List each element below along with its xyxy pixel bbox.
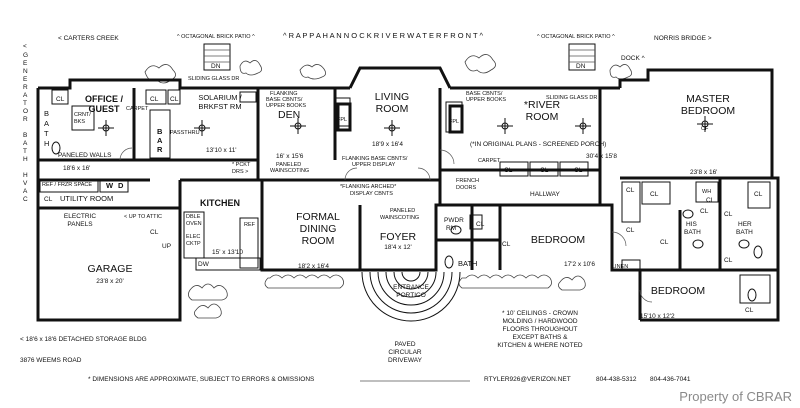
svg-text:B: B — [157, 127, 163, 136]
svg-text:H: H — [44, 139, 50, 148]
svg-text:E: E — [23, 76, 28, 83]
her-bath-label: HER BATH — [736, 221, 753, 236]
ceiling-fan-label: CF — [701, 126, 709, 132]
carpet-river-label: CARPET — [478, 158, 501, 164]
bath-left-label — [44, 109, 49, 148]
kitchen-label: KITCHEN — [200, 198, 240, 208]
french-doors-label: FRENCH DOORS — [456, 178, 479, 191]
garage-label: GARAGE — [87, 263, 133, 275]
dn-left-label: DN — [211, 63, 221, 70]
closet-label: CL — [574, 167, 583, 174]
svg-text:N: N — [23, 68, 28, 75]
solarium-size: 13'10 x 11' — [206, 147, 237, 154]
den-label: DEN — [278, 109, 301, 121]
svg-text:B: B — [44, 109, 50, 118]
closet-label: CL — [150, 229, 159, 236]
watermark: Property of CBRAR — [679, 389, 792, 404]
svg-text:C: C — [23, 196, 28, 203]
dining-size: 18'2 x 16'4 — [298, 263, 330, 270]
closet-label: CL — [626, 187, 635, 194]
bar-label — [157, 127, 163, 154]
bath-label: BATH — [458, 259, 478, 268]
powder-room-label: PWDR RM — [444, 217, 464, 232]
closet-label: CL — [540, 167, 549, 174]
address-label: 3876 WEEMS ROAD — [20, 357, 82, 364]
double-oven-label: DBLE OVEN — [186, 214, 202, 227]
den-flanking-label: FLANKING BASE CBNTS/ UPPER BOOKS — [266, 91, 307, 109]
electric-panels-label: ELECTRIC PANELS — [63, 213, 97, 228]
closet-label: CL — [724, 257, 733, 264]
elec-cooktop-label: ELEC CKTP — [186, 234, 201, 247]
bedroom-two-label: BEDROOM — [650, 285, 706, 297]
office-size: 18'6 x 16' — [63, 165, 91, 172]
paneled-wainscoting-label: PANELED WAINSCOTING — [270, 162, 310, 174]
hallway-label: HALLWAY — [530, 191, 560, 198]
closet-label: CL — [724, 211, 733, 218]
living-room-label: LIVING ROOM — [374, 91, 410, 115]
waterfront-label: ^ R A P P A H A N N O C K R I V E R W A T E R F R O N T ^ — [283, 31, 484, 40]
closet-label: CL — [504, 167, 513, 174]
side-label — [23, 43, 28, 203]
office-guest-label: OFFICE / GUEST — [85, 94, 123, 114]
carpet-office-label: CARPET — [126, 106, 149, 112]
ceilings-note: * 10' CEILINGS - CROWN MOLDING / HARDWOOD FLOORS THROUGHOUT EXCEPT BATHS & KITCHEN & WHERE NOTED — [497, 310, 583, 349]
svg-text:A: A — [157, 136, 163, 145]
norris-bridge-label: NORRIS BRIDGE > — [654, 35, 712, 42]
dn-right-label: DN — [576, 63, 586, 70]
closet-label: CL — [502, 241, 511, 248]
svg-text:R: R — [23, 84, 28, 91]
closet-label: CL — [706, 197, 715, 204]
river-room-label: *RIVER ROOM — [523, 99, 561, 123]
foyer-size: 18'4 x 12' — [384, 244, 412, 251]
garage-size: 23'8 x 20' — [96, 278, 124, 285]
river-note: (*IN ORIGINAL PLANS - SCREENED PORCH) — [470, 141, 607, 148]
crnt-bks-label: CRNT/ BKS — [74, 112, 91, 125]
foyer-label: FOYER — [379, 231, 417, 243]
pocket-doors-label: * PCKT DRS > — [232, 162, 251, 175]
passthru-label: PASSTHRU — [170, 130, 200, 136]
formal-dining-label: FORMAL DINING ROOM — [296, 211, 340, 247]
fireplace-label: FPL — [337, 117, 348, 123]
patio-left-label: ^ OCTAGONAL BRICK PATIO ^ — [177, 34, 255, 40]
closet-label: CL — [660, 239, 669, 246]
dock-label: DOCK ^ — [621, 55, 645, 62]
closet-label: CL — [650, 191, 659, 198]
svg-text:A: A — [23, 188, 28, 195]
ref-frzr-label: REF / FRZR SPACE — [42, 182, 93, 188]
up-to-attic-label: < UP TO ATTIC — [124, 214, 162, 220]
svg-text:B: B — [23, 132, 28, 139]
closet-label: CL — [700, 208, 709, 215]
paneled-walls-label: PANELED WALLS — [58, 152, 112, 159]
master-bedroom-label: MASTER BEDROOM — [680, 93, 736, 117]
svg-text:A: A — [23, 140, 28, 147]
bedroom-one-size: 17'2 x 10'6 — [564, 261, 596, 268]
driveway-note: PAVED CIRCULAR DRIVEWAY — [388, 341, 422, 364]
phone-two: 804-436-7041 — [650, 376, 691, 383]
svg-text:V: V — [23, 180, 28, 187]
svg-text:H: H — [23, 172, 28, 179]
svg-text:T: T — [44, 129, 49, 138]
closet-label: CL — [626, 227, 635, 234]
storage-bldg-label: < 18'6 x 18'6 DETACHED STORAGE BLDG — [20, 336, 147, 343]
fireplace-label: FPL — [449, 119, 460, 125]
svg-text:<: < — [23, 43, 27, 50]
email-label: RTYLER926@VERIZON.NET — [484, 376, 571, 383]
flanking-arched-label: *FLANKING ARCHED* DISPLAY CBNTS — [340, 184, 397, 197]
patio-right-label: ^ OCTAGONAL BRICK PATIO ^ — [537, 34, 615, 40]
svg-text:E: E — [23, 60, 28, 67]
disclaimer: * DIMENSIONS ARE APPROXIMATE, SUBJECT TO ERRORS & OMISSIONS — [88, 376, 315, 383]
closet-label: CL — [56, 96, 65, 103]
bath-fixtures — [52, 142, 762, 301]
closet-label: CL — [44, 196, 53, 203]
stairs-left — [204, 44, 230, 70]
svg-text:G: G — [23, 52, 29, 59]
bedroom-two-size: 15'10 x 12'2 — [640, 313, 675, 320]
sliding-door-left-label: SLIDING GLASS DR — [188, 76, 240, 82]
svg-text:R: R — [23, 116, 28, 123]
dishwasher-label: DW — [198, 261, 209, 268]
up-label: UP — [162, 243, 172, 250]
master-size: 23'8 x 16' — [690, 169, 718, 176]
living-flanking-label: FLANKING BASE CBNTS/ UPPER DISPLAY — [342, 156, 408, 168]
kitchen-size: 15' x 13'10 — [212, 249, 244, 256]
carters-creek-label: < CARTERS CREEK — [58, 35, 119, 42]
svg-text:R: R — [157, 145, 163, 154]
washer-label: W — [106, 181, 114, 190]
water-heater-label: WH — [702, 189, 712, 195]
solarium-label: SOLARIUM / BRKFST RM — [198, 93, 242, 111]
linen-label: LINEN — [612, 264, 629, 270]
svg-text:A: A — [44, 119, 50, 128]
phone-one: 804-438-5312 — [596, 376, 637, 383]
svg-text:O: O — [23, 108, 29, 115]
dryer-label: D — [118, 181, 124, 190]
closet-label: CL — [754, 191, 763, 198]
stairs-right — [569, 44, 595, 70]
svg-text:H: H — [23, 156, 28, 163]
closet-label: CL — [476, 221, 485, 228]
his-bath-label: HIS BATH — [684, 221, 701, 236]
river-size: 30'4 x 15'8 — [586, 153, 618, 160]
sliding-door-right-label: SLIDING GLASS DR — [546, 95, 598, 101]
refrigerator-label: REF — [244, 222, 255, 228]
den-size: 16' x 15'6 — [276, 153, 304, 160]
svg-text:A: A — [23, 92, 28, 99]
utility-room-label: UTILITY ROOM — [60, 194, 114, 203]
living-size: 18'9 x 16'4 — [372, 141, 404, 148]
svg-text:T: T — [23, 148, 27, 155]
closet-label: CL — [150, 96, 159, 103]
entrance-portico-label: ENTRANCE PORTICO — [393, 284, 429, 299]
closet-label: CL — [745, 307, 754, 314]
river-cabinets-label: BASE CBNTS/ UPPER BOOKS — [466, 91, 507, 103]
closet-label: CL — [170, 96, 179, 103]
foyer-wainscoting-label: PANELED WAINSCOTING — [380, 208, 420, 221]
bedroom-one-label: BEDROOM — [530, 234, 586, 246]
svg-text:T: T — [23, 100, 27, 107]
